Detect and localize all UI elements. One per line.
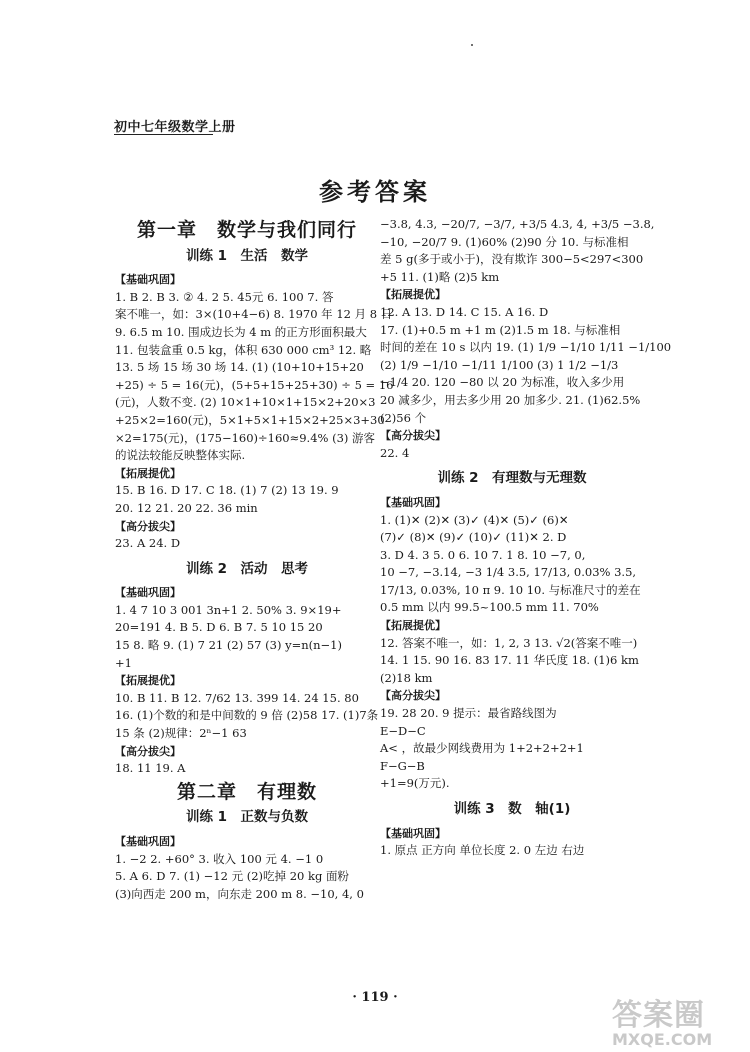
answer-line: 9. 6.5 m 10. 围成边长为 4 m 的正方形面积最大 <box>115 324 367 339</box>
book-header: 初中七年级数学上册 <box>114 120 236 135</box>
answer-line: 的说法较能反映整体实际. <box>115 448 246 463</box>
answer-line: 1. 原点 正方向 单位长度 2. 0 左边 右边 <box>380 843 585 858</box>
section-basic: 【基础巩固】 <box>115 835 181 848</box>
answer-block <box>380 705 644 793</box>
section-extension: 【拓展提优】 <box>115 674 181 688</box>
answer-line: 案不唯一，如：3×(10+4−6) 8. 1970 年 12 月 8 日 <box>115 307 393 322</box>
watermark-text: 答案圈 <box>612 998 705 1033</box>
page-number: · 119 · <box>352 990 398 1005</box>
section-extension: 【拓展提优】 <box>115 466 181 480</box>
watermark-logo <box>612 1000 740 1048</box>
answer-block <box>380 216 655 286</box>
answer-line: 22. 4 <box>380 445 410 460</box>
answer-block <box>115 289 394 465</box>
answer-line: 10 −7, −3.14, −3 1/4 3.5, 17/13, 0.03% 3.5, <box>380 565 637 580</box>
answer-line: 17/13, 0.03%, 10 π 9. 10 10. 与标准尺寸的差在 <box>380 582 641 597</box>
answer-block <box>115 535 379 553</box>
answer-block <box>380 304 672 427</box>
answer-line: (2) 1/9 −1/10 −1/11 1/100 (3) 1 1/2 −1/3 <box>380 357 619 372</box>
answer-line: +1=9(万元). <box>380 776 450 791</box>
lesson-heading: 训练 3 数 轴(1) <box>453 801 571 817</box>
answer-line: +25) ÷ 5 = 16(元)，(5+5+15+25+30) ÷ 5 = 16 <box>115 377 394 392</box>
answer-line: 5. A 6. D 7. (1) −12 元 (2)吃掉 20 kg 面粉 <box>115 869 349 884</box>
section-extension: 【拓展提优】 <box>380 619 446 633</box>
answer-line: −3.8, 4.3, −20/7, −3/7, +3/5 4.3, 4, +3/5 −3.8, <box>380 217 655 231</box>
answer-line: (2)56 个 <box>380 410 427 425</box>
answer-block <box>115 602 379 672</box>
answer-line: −10, −20/7 9. (1)60% (2)90 分 10. 与标准相 <box>380 234 629 249</box>
section-basic: 【基础巩固】 <box>380 826 446 840</box>
answer-line: A< ，故最少网线费用为 1+2+2+2+1 <box>380 741 584 756</box>
lesson-heading: 训练 1 正数与负数 <box>185 809 309 826</box>
answer-line: 15 8. 略 9. (1) 7 21 (2) 57 (3) y=n(n−1) <box>115 638 342 653</box>
answer-line: 1. B 2. B 3. ② 4. 2 5. 45元 6. 100 7. 答 <box>115 289 334 304</box>
answer-line: −1/4 20. 120 −80 以 20 为标准，收入多少用 <box>380 375 625 390</box>
answer-line: 12. A 13. D 14. C 15. A 16. D <box>380 304 549 319</box>
answer-line: 23. A 24. D <box>115 536 181 551</box>
section-top: 【高分拔尖】 <box>115 744 181 758</box>
right-column <box>380 216 672 860</box>
answer-line: 20=191 4. B 5. D 6. B 7. 5 10 15 20 <box>115 620 323 635</box>
answer-line: 19. 28 20. 9 提示：最省路线图为 <box>380 706 557 721</box>
answer-line: (3)向西走 200 m，向东走 200 m 8. −10, 4, 0 <box>115 886 364 901</box>
answer-line: 1. 4 7 10 3 001 3n+1 2. 50% 3. 9×19+ <box>115 602 342 617</box>
answer-line: 差 5 g(多于或小于)，没有欺诈 300−5<297<300 <box>380 252 644 267</box>
answer-line: 16. (1)个数的和是中间数的 9 倍 (2)58 17. (1)7条 <box>115 708 379 723</box>
answer-line: 15. B 16. D 17. C 18. (1) 7 (2) 13 19. 9 <box>115 483 339 498</box>
answer-block <box>115 690 379 743</box>
answer-block <box>380 842 644 860</box>
answer-block <box>115 482 379 517</box>
answer-line: 10. B 11. B 12. 7/62 13. 399 14. 24 15. 80 <box>115 690 359 705</box>
lesson-heading: 训练 2 活动 思考 <box>185 560 309 577</box>
lesson-heading: 训练 1 生活 数学 <box>185 247 309 264</box>
section-basic: 【基础巩固】 <box>115 273 181 287</box>
header-rule <box>114 134 213 135</box>
answer-line: 17. (1)+0.5 m +1 m (2)1.5 m 18. 与标准相 <box>380 322 621 337</box>
answer-line: (2)18 km <box>380 670 433 685</box>
section-top: 【高分拔尖】 <box>115 519 181 533</box>
print-dot <box>471 44 473 46</box>
answer-line: 20 减多少，用去多少用 20 加多少. 21. (1)62.5% <box>380 392 641 407</box>
chapter-1-heading: 第一章 数学与我们同行 <box>136 219 357 241</box>
answer-line: 12. 答案不唯一，如：1, 2, 3 13. √2(答案不唯一) <box>380 635 638 650</box>
page-title: 参考答案 <box>319 178 431 206</box>
answer-line: +5 11. (1)略 (2)5 km <box>380 269 500 284</box>
answer-block <box>380 512 644 618</box>
answer-line: +1 <box>115 655 132 670</box>
answer-line: E−D−C <box>380 723 426 738</box>
answer-block <box>115 851 379 904</box>
answer-line: +25×2=160(元)，5×1+5×1+15×2+25×3+30 <box>115 412 385 427</box>
answer-line: 18. 11 19. A <box>115 761 186 776</box>
answer-line: 1. −2 2. +60° 3. 收入 100 元 4. −1 0 <box>115 851 324 866</box>
section-basic: 【基础巩固】 <box>380 495 446 509</box>
section-basic: 【基础巩固】 <box>115 586 181 600</box>
chapter-2-heading: 第二章 有理数 <box>176 780 317 803</box>
answer-block <box>115 760 379 778</box>
answer-line: F−G−B <box>380 758 425 773</box>
answer-line: (元)，人数不变. (2) 10×1+10×1+15×2+20×3 <box>115 395 376 410</box>
lesson-heading: 训练 2 有理数与无理数 <box>437 470 587 487</box>
answer-line: 0.5 mm 以内 99.5~100.5 mm 11. 70% <box>380 600 599 615</box>
answer-block <box>380 635 644 688</box>
left-column <box>115 216 394 903</box>
answer-line: 15 条 (2)规律：2ⁿ−1 63 <box>115 726 247 741</box>
watermark-url: MXQE.COM <box>612 1030 713 1049</box>
section-top: 【高分拔尖】 <box>380 689 446 703</box>
answer-line: 1. (1)✕ (2)✕ (3)✓ (4)✕ (5)✓ (6)✕ <box>380 512 569 527</box>
answer-block <box>380 445 644 463</box>
answer-line: 14. 1 15. 90 16. 83 17. 11 华氏度 18. (1)6 km <box>380 653 639 668</box>
answer-line: 时间的差在 10 s 以内 19. (1) 1/9 −1/10 1/11 −1/100 <box>380 340 672 355</box>
answer-line: 11. 包装盒重 0.5 kg，体积 630 000 cm³ 12. 略 <box>115 342 372 357</box>
section-extension: 【拓展提优】 <box>380 288 446 302</box>
answer-line: 13. 5 场 15 场 30 场 14. (1) (10+10+15+20 <box>115 360 364 375</box>
answer-line: ×2=175(元)，(175−160)÷160≈9.4% (3) 游客 <box>115 430 376 445</box>
answer-line: (7)✓ (8)✕ (9)✓ (10)✓ (11)✕ 2. D <box>380 530 567 545</box>
section-top: 【高分拔尖】 <box>380 429 446 443</box>
answer-line: 20. 12 21. 20 22. 36 min <box>115 500 258 515</box>
answer-line: 3. D 4. 3 5. 0 6. 10 7. 1 8. 10 −7, 0, <box>380 547 586 562</box>
